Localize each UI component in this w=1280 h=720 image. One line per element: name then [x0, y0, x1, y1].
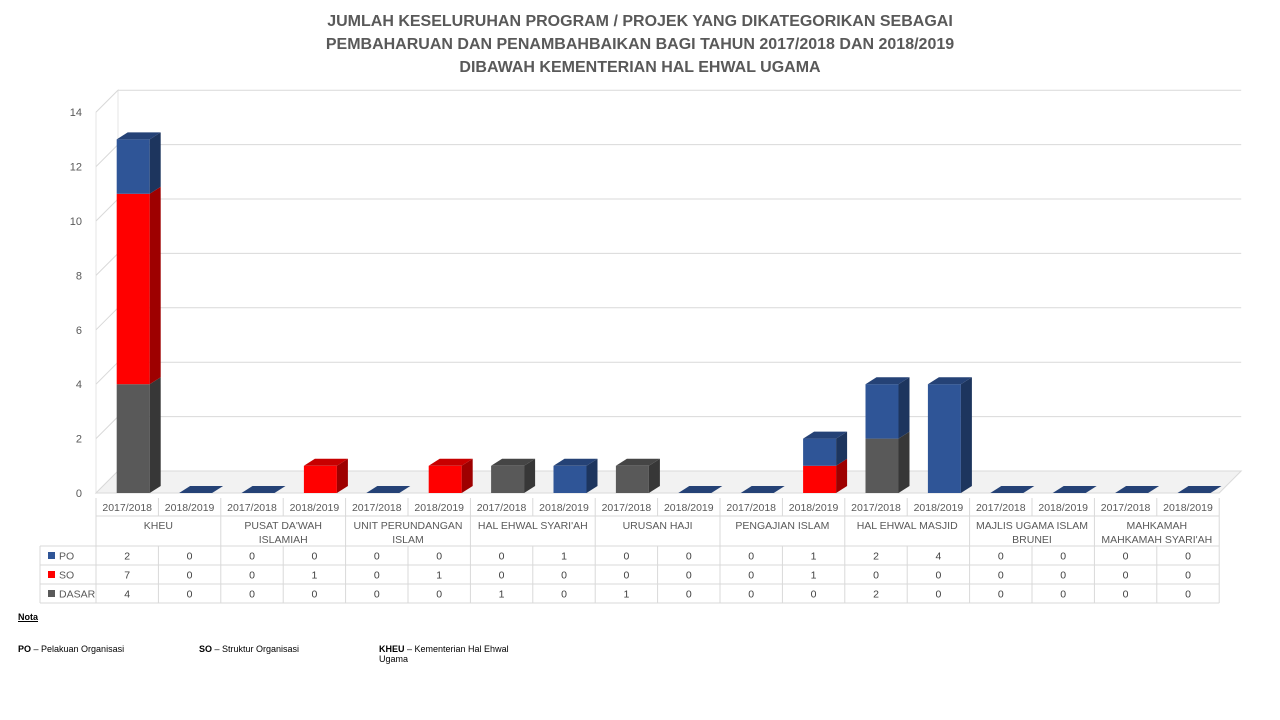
bar-dasar: [616, 466, 649, 493]
x-sub-label: 2017/2018: [351, 502, 402, 514]
data-value: 0: [1185, 588, 1191, 601]
x-group-label: URUSAN HAJI: [622, 520, 693, 532]
data-value: 0: [685, 588, 692, 601]
bar-so: [803, 466, 836, 493]
legend-label-dasar: DASAR: [59, 588, 96, 601]
x-sub-label: 2017/2018: [975, 502, 1026, 514]
x-sub-label: 2017/2018: [726, 502, 777, 514]
y-tick-label: 2: [75, 433, 82, 446]
chart-title-line-1: JUMLAH KESELURUHAN PROGRAM / PROJEK YANG DIKATEGORIKAN SEBAGAI: [327, 13, 953, 30]
bar-side-so: [150, 187, 161, 384]
bar-so: [117, 194, 150, 384]
data-value: 1: [810, 569, 817, 582]
bar-po: [928, 384, 961, 493]
x-group-label: MAHKAMAH: [1126, 520, 1188, 532]
x-sub-label: 2018/2019: [414, 502, 465, 514]
x-sub-label: 2018/2019: [663, 502, 714, 514]
x-sub-label: 2018/2019: [164, 502, 215, 514]
data-value: 0: [1185, 550, 1191, 563]
x-group-label: HAL EHWAL MASJID: [856, 520, 958, 532]
bar-side-po: [961, 377, 972, 493]
data-value: 0: [1122, 569, 1129, 582]
data-value: 4: [124, 588, 131, 601]
note-po-text: – Pelakuan Organisasi: [31, 644, 125, 654]
note-so-text: – Struktur Organisasi: [212, 644, 300, 654]
bar-dasar: [491, 466, 524, 493]
x-group-label: ISLAM: [392, 534, 424, 546]
x-sub-label: 2017/2018: [227, 502, 277, 514]
data-value: 0: [1122, 550, 1129, 563]
y-tick-label: 12: [69, 161, 82, 174]
x-sub-label: 2018/2019: [1163, 502, 1213, 514]
data-value: 0: [186, 550, 193, 563]
data-value: 0: [436, 550, 443, 563]
chart-side-wall: [96, 90, 118, 493]
data-value: 0: [186, 569, 193, 582]
legend-key-so: [48, 571, 55, 578]
data-value: 1: [498, 588, 505, 601]
y-tick-label: 6: [75, 324, 82, 337]
data-value: 0: [561, 588, 567, 601]
y-tick-label: 8: [75, 270, 82, 283]
x-group-label: KHEU: [143, 520, 173, 532]
note-po: [18, 644, 188, 654]
x-sub-label: 2018/2019: [788, 502, 839, 514]
legend-label-po: PO: [59, 550, 75, 563]
data-value: 0: [311, 550, 318, 563]
data-value: 1: [623, 588, 630, 601]
x-group-label: HAL EHWAL SYARI'AH: [477, 520, 588, 532]
notes-section: [18, 612, 618, 692]
data-value: 1: [311, 569, 318, 582]
data-value: 0: [873, 569, 879, 582]
legend-label-so: SO: [59, 569, 75, 582]
data-value: 0: [935, 588, 942, 601]
legend-key-dasar: [48, 590, 55, 597]
notes-heading: Nota: [18, 612, 38, 622]
x-sub-label: 2018/2019: [1038, 502, 1089, 514]
data-value: 0: [623, 550, 630, 563]
note-kheu-abbr: KHEU: [379, 644, 405, 654]
note-po-abbr: PO: [18, 644, 32, 654]
data-value: 0: [685, 569, 692, 582]
data-value: 0: [685, 550, 692, 563]
bar-po: [803, 439, 836, 466]
x-sub-label: 2018/2019: [289, 502, 340, 514]
bar-po: [866, 384, 899, 438]
data-value: 1: [561, 550, 567, 563]
note-so: [199, 644, 369, 654]
x-sub-label: 2017/2018: [851, 502, 901, 514]
data-value: 0: [1122, 588, 1129, 601]
bar-po: [117, 139, 150, 193]
data-value: 0: [373, 550, 380, 563]
bar-side-po: [150, 132, 161, 193]
data-value: 0: [249, 588, 255, 601]
bar-side-dasar: [150, 377, 161, 493]
data-value: 0: [373, 588, 380, 601]
data-value: 7: [124, 569, 131, 582]
note-kheu-text: – Kementerian Hal Ehwal Ugama: [379, 644, 509, 664]
data-value: 0: [997, 550, 1004, 563]
chart-title-line-3: DIBAWAH KEMENTERIAN HAL EHWAL UGAMA: [459, 59, 821, 76]
data-value: 0: [561, 569, 567, 582]
x-sub-label: 2017/2018: [102, 502, 153, 514]
data-value: 2: [873, 588, 879, 601]
x-group-label: MAJLIS UGAMA ISLAM: [975, 520, 1089, 532]
data-value: 0: [436, 588, 443, 601]
data-value: 0: [623, 569, 630, 582]
bar-side-dasar: [899, 432, 910, 493]
data-value: 2: [873, 550, 879, 563]
x-group-label: ISLAMIAH: [258, 534, 308, 546]
x-sub-label: 2018/2019: [539, 502, 589, 514]
bar-po: [554, 466, 587, 493]
chart-title-line-2: PEMBAHARUAN DAN PENAMBAHBAIKAN BAGI TAHUN 2017/2018 DAN 2018/2019: [325, 36, 955, 53]
bar-side-po: [899, 377, 910, 438]
data-value: 0: [997, 588, 1004, 601]
data-value: 0: [249, 569, 255, 582]
data-value: 0: [249, 550, 255, 563]
data-value: 0: [748, 588, 755, 601]
data-value: 0: [373, 569, 380, 582]
data-value: 0: [748, 569, 755, 582]
note-so-abbr: SO: [199, 644, 213, 654]
data-value: 0: [498, 550, 505, 563]
data-value: 0: [997, 569, 1004, 582]
x-sub-label: 2017/2018: [601, 502, 652, 514]
data-value: 1: [436, 569, 443, 582]
x-sub-label: 2017/2018: [476, 502, 527, 514]
x-group-label: UNIT PERUNDANGAN: [353, 520, 463, 532]
bar-dasar: [866, 439, 899, 493]
note-kheu: [379, 644, 539, 664]
data-value: 0: [748, 550, 755, 563]
y-tick-label: 10: [69, 216, 82, 228]
data-value: 0: [810, 588, 817, 601]
data-value: 2: [124, 550, 131, 563]
bar-dasar: [117, 384, 150, 493]
x-sub-label: 2017/2018: [1100, 502, 1151, 514]
legend-key-po: [48, 552, 55, 559]
bar-so: [304, 466, 337, 493]
data-value: 0: [186, 588, 193, 601]
data-value: 0: [935, 569, 942, 582]
data-value: 0: [1060, 550, 1067, 563]
data-value: 0: [1060, 588, 1067, 601]
data-value: 4: [935, 550, 942, 563]
data-value: 0: [311, 588, 318, 601]
x-group-label: BRUNEI: [1012, 534, 1052, 546]
y-tick-label: 4: [75, 379, 82, 392]
data-value: 1: [810, 550, 817, 563]
y-tick-label: 0: [75, 488, 82, 500]
x-group-label: MAHKAMAH SYARI'AH: [1101, 534, 1213, 546]
x-sub-label: 2018/2019: [913, 502, 964, 514]
y-tick-label: 14: [69, 107, 82, 120]
x-group-label: PUSAT DA'WAH: [244, 520, 323, 532]
data-value: 0: [1060, 569, 1067, 582]
data-value: 0: [498, 569, 505, 582]
bar-so: [429, 466, 462, 493]
data-value: 0: [1185, 569, 1191, 582]
x-group-label: PENGAJIAN ISLAM: [735, 520, 830, 532]
